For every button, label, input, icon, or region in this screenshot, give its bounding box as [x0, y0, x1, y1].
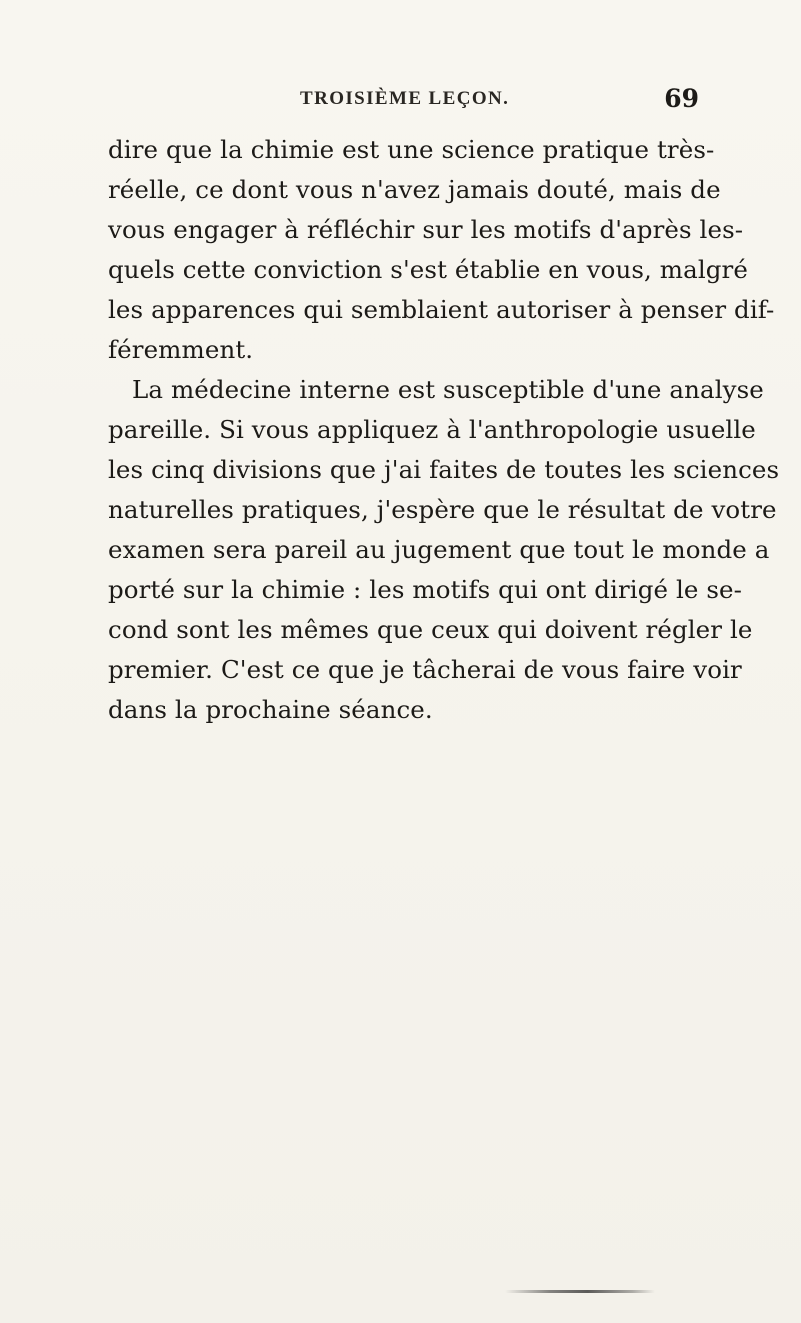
text-line: dire que la chimie est une science pratique très-	[108, 135, 715, 164]
body-text	[108, 130, 780, 730]
text-line: cond sont les mêmes que ceux qui doivent régler le	[108, 615, 753, 644]
running-head	[0, 84, 801, 118]
text-line: La médecine interne est susceptible d'une analyse	[132, 375, 764, 404]
text-line: naturelles pratiques, j'espère que le résultat de votre	[108, 495, 777, 524]
text-line: examen sera pareil au jugement que tout le monde a	[108, 535, 770, 564]
page-number: 69	[664, 84, 699, 113]
text-line: vous engager à réfléchir sur les motifs d'après les-	[108, 215, 744, 244]
text-line: réelle, ce dont vous n'avez jamais douté, mais de	[108, 175, 721, 204]
text-line: pareille. Si vous appliquez à l'anthropologie usuelle	[108, 415, 756, 444]
text-line: porté sur la chimie : les motifs qui ont dirigé le se-	[108, 575, 743, 604]
text-line: dans la prochaine séance.	[108, 695, 433, 724]
text-line: les cinq divisions que j'ai faites de toutes les sciences	[108, 455, 780, 484]
ink-smudge	[505, 1290, 655, 1293]
running-title: TROISIÈME LEÇON.	[300, 88, 510, 109]
text-line: les apparences qui semblaient autoriser à penser dif-	[108, 295, 775, 324]
text-line: premier. C'est ce que je tâcherai de vous faire voir	[108, 655, 742, 684]
text-line: féremment.	[108, 335, 254, 364]
text-line: quels cette conviction s'est établie en vous, malgré	[108, 255, 748, 284]
